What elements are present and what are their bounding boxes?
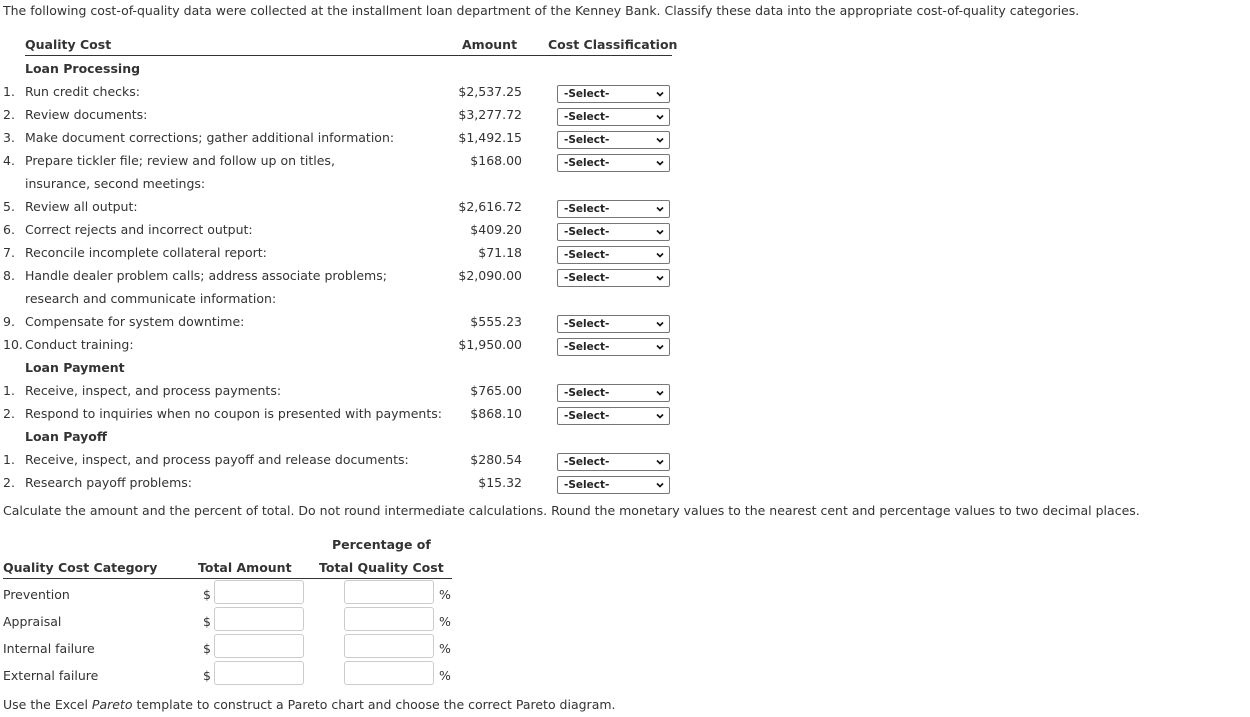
item-description: Prepare tickler file; review and follow up on titles, [25, 153, 335, 168]
total-amount-input[interactable] [214, 634, 304, 658]
select-placeholder: -Select- [564, 134, 610, 146]
percent-input[interactable] [344, 580, 434, 604]
percent-symbol: % [439, 587, 451, 602]
select-placeholder: -Select- [564, 226, 610, 238]
item-number: 10. [3, 337, 23, 352]
header-cost-classification: Cost Classification [548, 37, 678, 52]
currency-symbol: $ [203, 614, 211, 629]
summary-header-rule [3, 578, 452, 579]
cost-classification-select[interactable] [557, 223, 670, 241]
chevron-down-icon [656, 113, 664, 121]
item-amount: $2,616.72 [458, 199, 522, 214]
header-quality-cost: Quality Cost [25, 37, 112, 52]
select-placeholder: -Select- [564, 88, 610, 100]
select-placeholder: -Select- [564, 157, 610, 169]
footer-post: template to construct a Pareto chart and choose the correct Pareto diagram. [132, 697, 616, 712]
item-amount: $15.32 [478, 475, 522, 490]
item-number: 5. [3, 199, 15, 214]
chevron-down-icon [656, 389, 664, 397]
item-number: 2. [3, 475, 15, 490]
item-amount: $409.20 [470, 222, 522, 237]
item-number: 6. [3, 222, 15, 237]
chevron-down-icon [656, 458, 664, 466]
chevron-down-icon [656, 136, 664, 144]
item-number: 1. [3, 383, 15, 398]
cost-classification-select[interactable] [557, 154, 670, 172]
item-number: 1. [3, 84, 15, 99]
header-percentage-line1: Percentage of [332, 537, 431, 552]
section-title: Loan Processing [25, 61, 141, 76]
percent-symbol: % [439, 614, 451, 629]
item-number: 7. [3, 245, 15, 260]
item-amount: $1,492.15 [458, 130, 522, 145]
intro-text: The following cost-of-quality data were collected at the installment loan department of the Kenney Bank. Classify these data into the appropriate cost-of-quality categories. [3, 3, 1080, 18]
item-description: Correct rejects and incorrect output: [25, 222, 253, 237]
footer-italic: Pareto [91, 697, 133, 712]
item-amount: $280.54 [470, 452, 522, 467]
percent-input[interactable] [344, 634, 434, 658]
chevron-down-icon [656, 320, 664, 328]
total-amount-input[interactable] [214, 661, 304, 685]
currency-symbol: $ [203, 641, 211, 656]
percent-symbol: % [439, 641, 451, 656]
item-description: Respond to inquiries when no coupon is presented with payments: [25, 406, 442, 421]
item-amount: $71.18 [478, 245, 522, 260]
item-amount: $868.10 [470, 406, 522, 421]
item-number: 9. [3, 314, 15, 329]
chevron-down-icon [656, 343, 664, 351]
header-category: Quality Cost Category [3, 560, 158, 575]
category-label: Prevention [3, 587, 70, 602]
select-placeholder: -Select- [564, 272, 610, 284]
chevron-down-icon [656, 251, 664, 259]
item-amount: $555.23 [470, 314, 522, 329]
item-amount: $2,537.25 [458, 84, 522, 99]
item-description: research and communicate information: [25, 291, 277, 306]
category-label: External failure [3, 668, 99, 683]
cost-classification-select[interactable] [557, 453, 670, 471]
calc-instruction: Calculate the amount and the percent of total. Do not round intermediate calculations. Round the monetary values to the nearest cent and percentage values to two decimal places. [3, 503, 1140, 518]
cost-classification-select[interactable] [557, 338, 670, 356]
item-description: Review all output: [25, 199, 138, 214]
select-placeholder: -Select- [564, 111, 610, 123]
item-number: 2. [3, 107, 15, 122]
item-description: Handle dealer problem calls; address associate problems; [25, 268, 387, 283]
chevron-down-icon [656, 412, 664, 420]
percent-input[interactable] [344, 661, 434, 685]
percent-input[interactable] [344, 607, 434, 631]
chevron-down-icon [656, 90, 664, 98]
currency-symbol: $ [203, 587, 211, 602]
item-number: 1. [3, 452, 15, 467]
header-rule [25, 55, 672, 56]
cost-classification-select[interactable] [557, 269, 670, 287]
cost-classification-select[interactable] [557, 200, 670, 218]
percent-symbol: % [439, 668, 451, 683]
currency-symbol: $ [203, 668, 211, 683]
select-placeholder: -Select- [564, 341, 610, 353]
chevron-down-icon [656, 481, 664, 489]
item-amount: $2,090.00 [458, 268, 522, 283]
chevron-down-icon [656, 228, 664, 236]
total-amount-input[interactable] [214, 607, 304, 631]
cost-classification-select[interactable] [557, 131, 670, 149]
cost-classification-select[interactable] [557, 85, 670, 103]
cost-classification-select[interactable] [557, 246, 670, 264]
header-total-amount: Total Amount [198, 560, 292, 575]
chevron-down-icon [656, 205, 664, 213]
select-placeholder: -Select- [564, 387, 610, 399]
item-description: Reconcile incomplete collateral report: [25, 245, 267, 260]
cost-classification-select[interactable] [557, 476, 670, 494]
item-amount: $3,277.72 [458, 107, 522, 122]
item-description: Conduct training: [25, 337, 134, 352]
cost-classification-select[interactable] [557, 315, 670, 333]
select-placeholder: -Select- [564, 456, 610, 468]
select-placeholder: -Select- [564, 249, 610, 261]
item-description: Review documents: [25, 107, 148, 122]
select-placeholder: -Select- [564, 479, 610, 491]
item-description: Research payoff problems: [25, 475, 192, 490]
item-amount: $1,950.00 [458, 337, 522, 352]
total-amount-input[interactable] [214, 580, 304, 604]
select-placeholder: -Select- [564, 318, 610, 330]
item-amount: $765.00 [470, 383, 522, 398]
category-label: Internal failure [3, 641, 95, 656]
item-number: 4. [3, 153, 15, 168]
footer-text [3, 697, 616, 712]
item-description: Compensate for system downtime: [25, 314, 245, 329]
item-description: Receive, inspect, and process payments: [25, 383, 282, 398]
chevron-down-icon [656, 274, 664, 282]
select-placeholder: -Select- [564, 410, 610, 422]
item-number: 8. [3, 268, 15, 283]
item-description: Make document corrections; gather additional information: [25, 130, 395, 145]
cost-classification-select[interactable] [557, 407, 670, 425]
footer-pre: Use the Excel [3, 697, 92, 712]
cost-classification-select[interactable] [557, 384, 670, 402]
header-amount: Amount [462, 37, 518, 52]
item-number: 2. [3, 406, 15, 421]
select-placeholder: -Select- [564, 203, 610, 215]
item-number: 3. [3, 130, 15, 145]
item-description: insurance, second meetings: [25, 176, 206, 191]
category-label: Appraisal [3, 614, 62, 629]
header-percentage-line2: Total Quality Cost [319, 560, 444, 575]
section-title: Loan Payoff [25, 429, 107, 444]
item-amount: $168.00 [470, 153, 522, 168]
chevron-down-icon [656, 159, 664, 167]
item-description: Receive, inspect, and process payoff and release documents: [25, 452, 409, 467]
item-description: Run credit checks: [25, 84, 140, 99]
section-title: Loan Payment [25, 360, 125, 375]
cost-classification-select[interactable] [557, 108, 670, 126]
